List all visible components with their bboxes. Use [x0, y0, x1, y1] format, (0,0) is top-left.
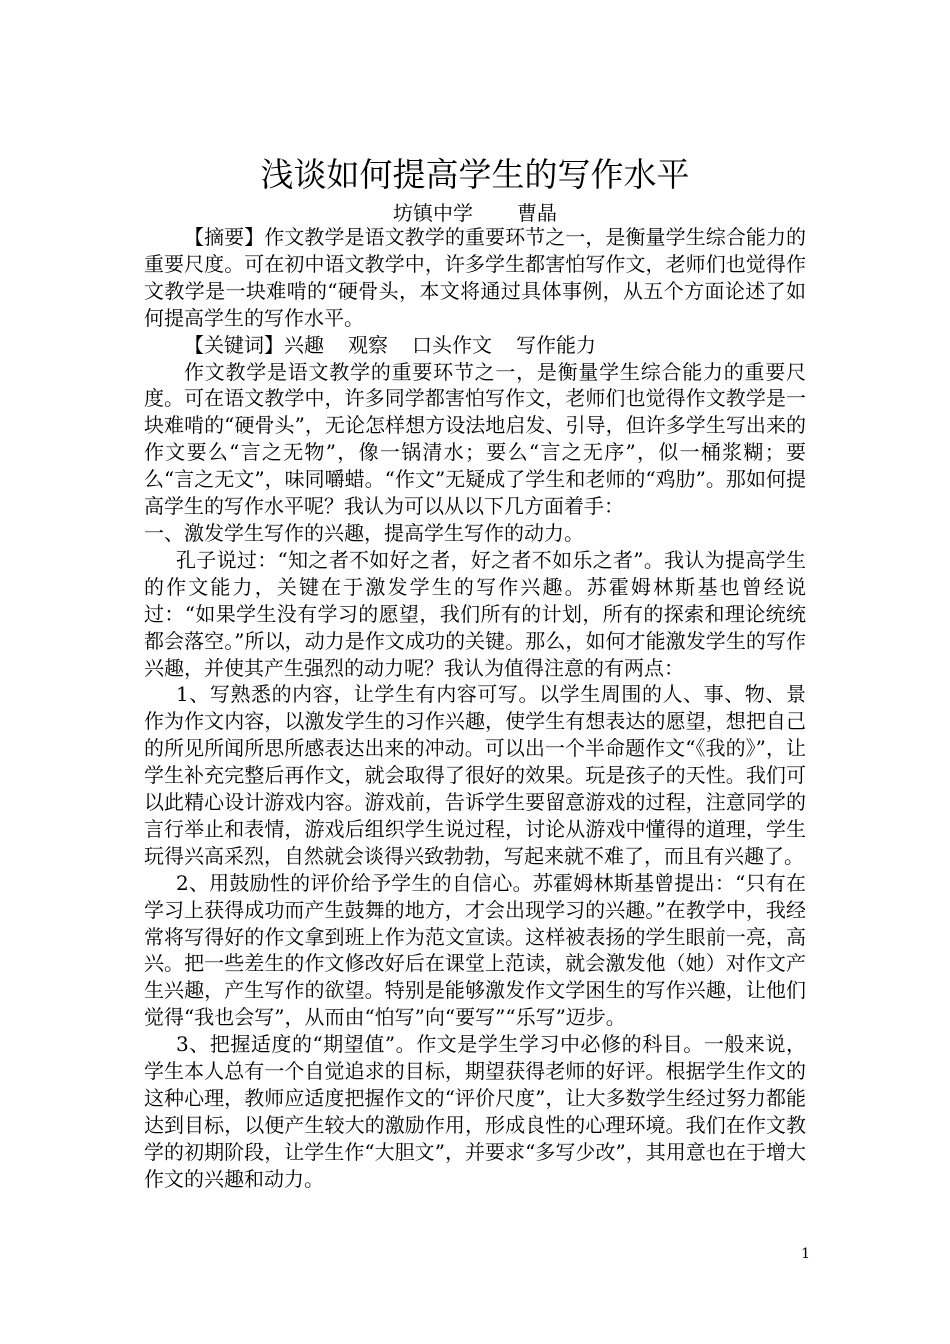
intro-paragraph: 作文教学是语文教学的重要环节之一，是衡量学生综合能力的重要尺度。可在语文教学中，许多同学都害怕写作文，老师们也觉得作文教学是一块难啃的“硬骨头”，无论怎样想方设法地启发、引导，但许多学生写出来的作文要么“言之无物”，像一锅清水；要么“言之无序”，似一桶浆糊；要么“言之无文”，味同嚼蜡。“作文”无疑成了学生和老师的“鸡肋”。那如何提高学生的写作水平呢？我认为可以从以下几方面着手：	[144, 359, 806, 519]
abstract-paragraph	[144, 224, 806, 332]
byline	[0, 200, 950, 226]
keyword: 口头作文	[412, 332, 492, 357]
section-heading: 一、激发学生写作的兴趣，提高学生写作的动力。	[144, 520, 584, 545]
document-title: 浅谈如何提高学生的写作水平	[260, 155, 690, 194]
keyword: 写作能力	[516, 332, 596, 357]
keywords-paragraph	[144, 332, 806, 359]
point-paragraph: 1、写熟悉的内容，让学生有内容可写。以学生周围的人、事、物、景作为作文内容，以激发学生的习作兴趣，使学生有想表达的愿望，想把自己的所见所闻所思所感表达出来的冲动。可以出一个半命题作文“《我的》”，让学生补充完整后再作文，就会取得了很好的效果。玩是孩子的天性。我们可以此精心设计游戏内容。游戏前，告诉学生要留意游戏的过程，注意同学的言行举止和表情，游戏后组织学生说过程，讨论从游戏中懂得的道理，学生玩得兴高采烈，自然就会谈得兴致勃勃，写起来就不难了，而且有兴趣了。	[144, 682, 806, 868]
page-number: 1	[801, 1246, 810, 1262]
keywords-label: 【关键词】	[184, 332, 284, 357]
school-name: 坊镇中学	[393, 201, 473, 225]
keyword: 观察	[348, 332, 388, 357]
author-name: 曹晶	[517, 201, 557, 225]
abstract-text: 作文教学是语文教学的重要环节之一，是衡量学生综合能力的重要尺度。可在初中语文教学中，许多学生都害怕写作文，老师们也觉得作文教学是一块难啃的“硬骨头，本文将通过具体事例，从五个方面论述了如何提高学生的写作水平。	[144, 225, 807, 330]
section-paragraph: 孔子说过：“知之者不如好之者，好之者不如乐之者”。我认为提高学生的作文能力，关键在于激发学生的写作兴趣。苏霍姆林斯基也曾经说过：“如果学生没有学习的愿望，我们所有的计划，所有的探索和理论统统都会落空。”所以，动力是作文成功的关键。那么，如何才能激发学生的写作兴趣，并使其产生强烈的动力呢？我认为值得注意的有两点：	[144, 547, 806, 680]
keyword: 兴趣	[284, 332, 324, 357]
point-paragraph: 2、用鼓励性的评价给予学生的自信心。苏霍姆林斯基曾提出：“只有在学习上获得成功而产生鼓舞的地方，才会出现学习的兴趣。”在教学中，我经常将写得好的作文拿到班上作为范文宣读。这样被表扬的学生眼前一亮，高兴。把一些差生的作文修改好后在课堂上范读，就会激发他（她）对作文产生兴趣，产生写作的欲望。特别是能够激发作文学困生的写作兴趣，让他们觉得“我也会写”，从而由“怕写”向“要写”“乐写”迈步。	[144, 870, 806, 1030]
document-body	[144, 224, 806, 1193]
abstract-label: 【摘要】	[184, 225, 265, 249]
point-paragraph: 3、把握适度的“期望值”。作文是学生学习中必修的科目。一般来说，学生本人总有一个自觉追求的目标，期望获得老师的好评。根据学生作文的这种心理，教师应适度把握作文的“评价尺度”，让大多数学生经过努力都能达到目标，以便产生较大的激励作用，形成良性的心理环境。我们在作文教学的初期阶段，让学生作“大胆文”，并要求“多写少改”，其用意也在于增大作文的兴趣和动力。	[144, 1032, 806, 1191]
